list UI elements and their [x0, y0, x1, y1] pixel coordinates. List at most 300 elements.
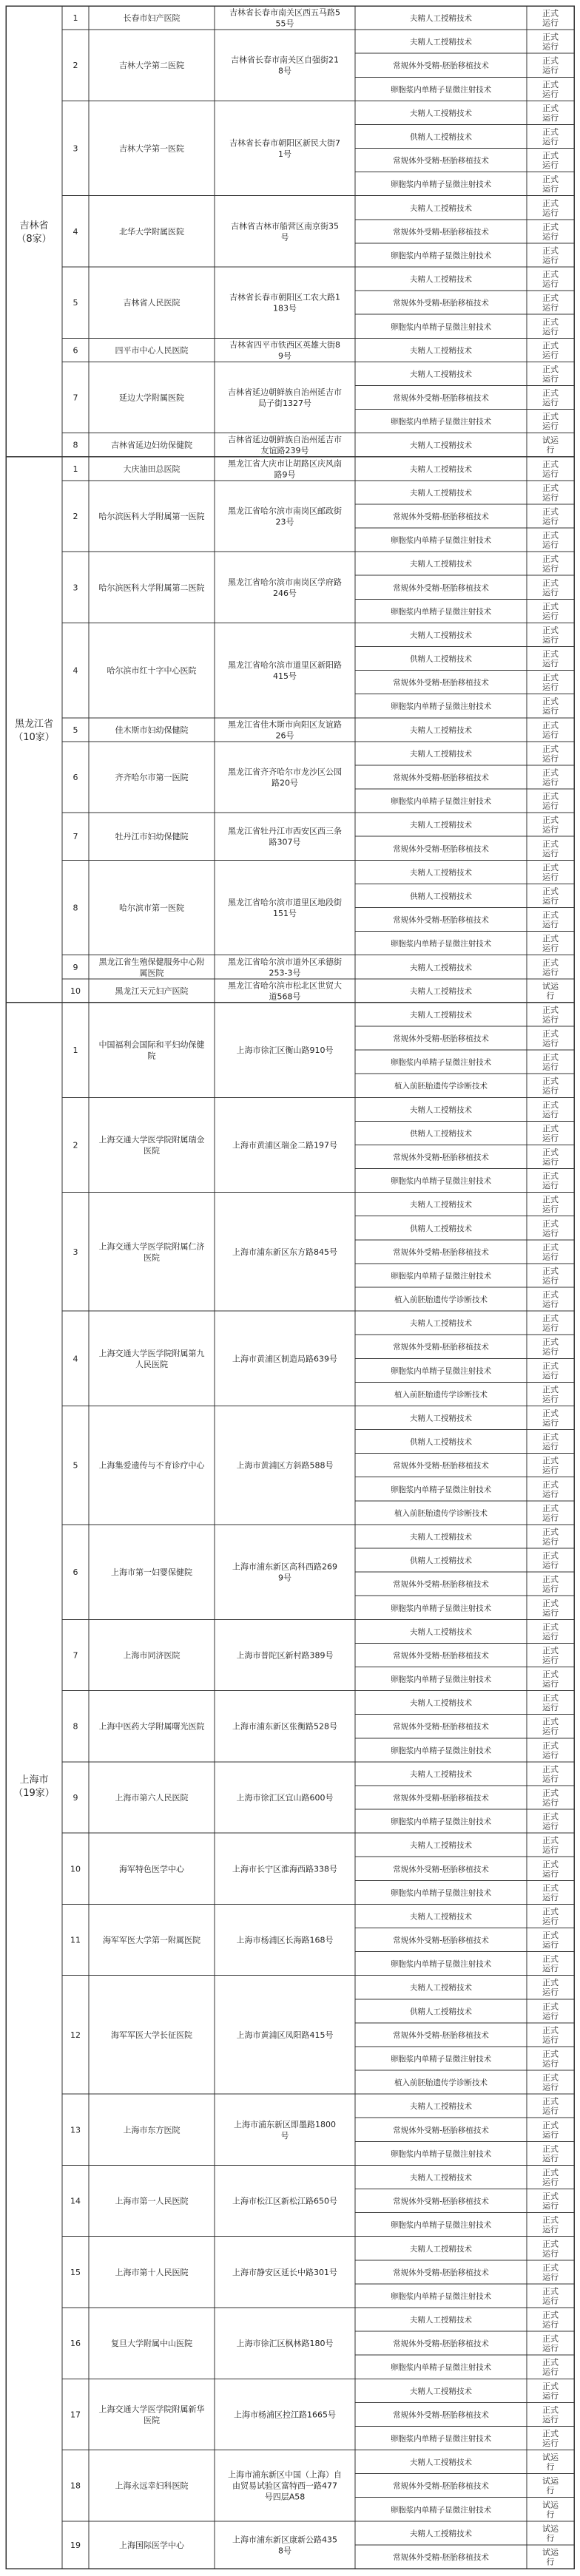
technology-cell: 夫精人工授精技术	[410, 963, 472, 972]
hospital-name: 吉林大学第二医院	[119, 61, 184, 71]
status-cell: 试运行	[542, 2547, 559, 2567]
status-cell: 正式运行	[542, 2167, 559, 2187]
status-cell: 正式运行	[542, 673, 559, 693]
technology-cell: 卵胞浆内单精子显微注射技术	[390, 251, 492, 260]
status-cell: 正式运行	[542, 1171, 559, 1191]
status-cell: 正式运行	[542, 1337, 559, 1357]
province-count: （19家）	[13, 1787, 55, 1799]
technology-cell: 常规体外受精-胚胎移植技术	[393, 844, 489, 854]
status-cell: 正式运行	[542, 1099, 559, 1119]
technology-cell: 夫精人工授精技术	[410, 488, 472, 498]
hospital-address: 上海市杨浦区长海路168号	[236, 1935, 334, 1945]
status-cell: 试运行	[542, 2500, 559, 2520]
hospital-number: 8	[72, 440, 78, 450]
status-cell: 正式运行	[542, 2096, 559, 2116]
status-cell: 正式运行	[542, 1195, 559, 1215]
hospital-number: 4	[72, 665, 78, 676]
hospital-name: 上海中医药大学附属曙光医院	[98, 1721, 205, 1732]
technology-cell: 夫精人工授精技术	[410, 2244, 472, 2254]
technology-cell: 卵胞浆内单精子显微注射技术	[390, 85, 492, 95]
status-cell: 正式运行	[542, 1859, 559, 1879]
technology-cell: 常规体外受精-胚胎移植技术	[393, 1865, 489, 1874]
hospital-number: 11	[70, 1935, 81, 1945]
status-cell: 正式运行	[542, 2192, 559, 2211]
hospital-address: 黑龙江省齐齐哈尔市龙沙区公园路20号	[228, 767, 342, 788]
hospital-name: 长春市妇产医院	[123, 13, 181, 24]
hospital-name: 黑龙江省生殖保健服务中心附属医院	[98, 957, 205, 978]
status-cell: 正式运行	[542, 1360, 559, 1380]
technology-cell: 植入前胚胎遗传学诊断技术	[394, 1082, 488, 1091]
technology-cell: 常规体外受精-胚胎移植技术	[393, 1651, 489, 1661]
hospital-name: 上海交通大学医学院附属仁济医院	[98, 1241, 205, 1263]
hospital-number: 10	[70, 986, 81, 996]
hospital-name: 哈尔滨市红十字中心医院	[107, 665, 197, 676]
technology-cell: 卵胞浆内单精子显微注射技术	[390, 1675, 492, 1684]
status-cell: 正式运行	[542, 293, 559, 313]
hospital-address: 上海市浦东新区张衡路528号	[232, 1721, 337, 1732]
status-cell: 正式运行	[542, 554, 559, 574]
status-cell: 正式运行	[542, 577, 559, 597]
hospital-address: 黑龙江省哈尔滨市松北区世贸大道568号	[228, 980, 342, 1002]
technology-cell: 常规体外受精-胚胎移植技术	[393, 1936, 489, 1945]
status-cell: 正式运行	[542, 1574, 559, 1594]
technology-cell: 植入前胚胎遗传学诊断技术	[394, 1295, 488, 1305]
status-cell: 正式运行	[542, 1052, 559, 1072]
technology-cell: 夫精人工授精技术	[410, 631, 472, 640]
province-count: （8家）	[16, 233, 52, 245]
status-cell: 正式运行	[542, 1456, 559, 1476]
hospital-number: 8	[72, 1721, 78, 1732]
status-cell: 正式运行	[542, 2239, 559, 2259]
technology-cell: 卵胞浆内单精子显微注射技术	[390, 2363, 492, 2373]
hospital-address: 上海市杨浦区控江路1665号	[234, 2410, 336, 2420]
hospital-address: 上海市浦东新区高科西路269 9号	[232, 1562, 337, 1583]
hospital-name: 吉林大学第一医院	[119, 143, 184, 154]
status-cell: 正式运行	[542, 815, 559, 835]
technology-cell: 夫精人工授精技术	[410, 1841, 472, 1851]
technology-cell: 供精人工授精技术	[410, 1437, 472, 1447]
technology-cell: 卵胞浆内单精子显微注射技术	[390, 1366, 492, 1376]
hospital-address: 上海市浦东新区康新公路435 8号	[232, 2535, 337, 2556]
hospital-name: 上海集爱遗传与不育诊疗中心	[98, 1460, 205, 1471]
technology-cell: 卵胞浆内单精子显微注射技术	[390, 1746, 492, 1755]
technology-cell: 夫精人工授精技术	[410, 441, 472, 450]
status-cell: 正式运行	[542, 1123, 559, 1143]
status-cell: 正式运行	[542, 838, 559, 858]
hospital-name: 佳木斯市妇幼保健院	[115, 725, 189, 735]
technology-cell: 卵胞浆内单精子显微注射技术	[390, 2149, 492, 2159]
status-cell: 正式运行	[542, 1931, 559, 1950]
technology-cell: 供精人工授精技术	[410, 892, 472, 901]
status-cell: 正式运行	[542, 649, 559, 669]
technology-cell: 卵胞浆内单精子显微注射技术	[390, 607, 492, 617]
status-cell: 正式运行	[542, 222, 559, 242]
status-cell: 正式运行	[542, 862, 559, 882]
technology-cell: 常规体外受精-胚胎移植技术	[393, 2126, 489, 2135]
hospital-name: 大庆油田总医院	[123, 464, 181, 474]
status-cell: 正式运行	[542, 1882, 559, 1902]
status-cell: 正式运行	[542, 957, 559, 977]
status-cell: 试运行	[542, 2524, 559, 2543]
hospital-name: 上海永远幸妇科医院	[115, 2481, 189, 2491]
hospital-name: 牡丹江市妇幼保健院	[115, 832, 189, 842]
hospital-name: 复旦大学附属中山医院	[111, 2339, 192, 2349]
technology-cell: 常规体外受精-胚胎移植技术	[393, 1034, 489, 1044]
technology-cell: 常规体外受精-胚胎移植技术	[393, 1153, 489, 1162]
technology-cell: 常规体外受精-胚胎移植技术	[393, 1247, 489, 1257]
status-cell: 正式运行	[542, 1266, 559, 1286]
technology-cell: 卵胞浆内单精子显微注射技术	[390, 1176, 492, 1186]
technology-cell: 常规体外受精-胚胎移植技术	[393, 2268, 489, 2277]
technology-cell: 常规体外受精-胚胎移植技术	[393, 2197, 489, 2206]
technology-cell: 卵胞浆内单精子显微注射技术	[390, 2505, 492, 2515]
hospital-number: 16	[70, 2339, 81, 2349]
status-cell: 正式运行	[542, 1503, 559, 1523]
status-cell: 正式运行	[542, 8, 559, 28]
hospital-name: 中国福利会国际和平妇幼保健院	[98, 1040, 205, 1061]
hospital-number: 19	[70, 2540, 81, 2550]
status-cell: 正式运行	[542, 1978, 559, 1998]
hospital-address: 黑龙江省哈尔滨市道里区新阳路 415号	[228, 660, 342, 682]
hospital-number: 4	[72, 1354, 78, 1364]
status-cell: 正式运行	[542, 2002, 559, 2021]
technology-cell: 夫精人工授精技术	[410, 1319, 472, 1329]
status-cell: 正式运行	[542, 79, 559, 99]
status-cell: 正式运行	[542, 2143, 559, 2163]
technology-cell: 卵胞浆内单精子显微注射技术	[390, 1959, 492, 1969]
technology-cell: 卵胞浆内单精子显微注射技术	[390, 536, 492, 546]
technology-cell: 卵胞浆内单精子显微注射技术	[390, 322, 492, 332]
hospital-address: 吉林省延边朝鲜族自治州延吉市局子街1327号	[228, 387, 342, 409]
hospital-number: 6	[72, 345, 78, 356]
status-cell: 正式运行	[542, 2310, 559, 2330]
status-cell: 试运行	[542, 435, 559, 455]
hospital-address: 上海市黄浦区制造局路639号	[232, 1354, 337, 1364]
hospital-number: 1	[72, 1045, 78, 1056]
hospital-number: 14	[70, 2196, 81, 2206]
hospital-address: 黑龙江省佳木斯市向阳区友谊路 26号	[228, 719, 342, 741]
hospital-number: 2	[72, 511, 78, 521]
status-cell: 正式运行	[542, 1764, 559, 1784]
status-cell: 正式运行	[542, 103, 559, 123]
hospital-name: 延边大学附属医院	[119, 393, 184, 403]
hospital-number: 8	[72, 903, 78, 913]
hospital-number: 9	[72, 1792, 78, 1803]
status-cell: 正式运行	[542, 198, 559, 218]
technology-cell: 植入前胚胎遗传学诊断技术	[394, 2078, 488, 2088]
technology-cell: 夫精人工授精技术	[410, 986, 472, 996]
status-cell: 正式运行	[542, 934, 559, 954]
status-cell: 正式运行	[542, 2072, 559, 2092]
hospital-number: 1	[72, 13, 78, 24]
status-cell: 正式运行	[542, 2263, 559, 2282]
status-cell: 正式运行	[542, 720, 559, 740]
technology-cell: 夫精人工授精技术	[410, 2173, 472, 2183]
technology-cell: 卵胞浆内单精子显微注射技术	[390, 797, 492, 807]
status-cell: 正式运行	[542, 1811, 559, 1831]
technology-cell: 供精人工授精技术	[410, 1224, 472, 1233]
hospital-number: 6	[72, 773, 78, 783]
hospital-name: 上海交通大学医学院附属瑞金医院	[98, 1134, 205, 1156]
status-cell: 正式运行	[542, 316, 559, 336]
technology-cell: 常规体外受精-胚胎移植技术	[393, 512, 489, 521]
hospital-address: 上海市黄浦区凤阳路415号	[236, 2030, 334, 2040]
technology-cell: 卵胞浆内单精子显微注射技术	[390, 1888, 492, 1898]
technology-cell: 夫精人工授精技术	[410, 1627, 472, 1637]
hospital-address: 黑龙江省哈尔滨市南岗区邮政街 23号	[228, 506, 342, 527]
status-cell: 正式运行	[542, 886, 559, 906]
technology-cell: 常规体外受精-胚胎移植技术	[393, 1343, 489, 1352]
technology-cell: 卵胞浆内单精子显微注射技术	[390, 417, 492, 427]
hospital-name: 吉林省人民医院	[123, 298, 181, 308]
technology-cell: 常规体外受精-胚胎移植技术	[393, 2030, 489, 2040]
status-cell: 正式运行	[542, 1550, 559, 1570]
hospital-address: 吉林省吉林市船营区南京街35 号	[231, 221, 339, 243]
technology-cell: 常规体外受精-胚胎移植技术	[393, 678, 489, 688]
technology-cell: 夫精人工授精技术	[410, 275, 472, 285]
status-cell: 正式运行	[542, 1621, 559, 1641]
hospital-address: 上海市浦东新区东方路845号	[232, 1247, 337, 1257]
hospital-number: 7	[72, 1650, 78, 1661]
hospital-address: 黑龙江省哈尔滨市道里区地段街 151号	[228, 898, 342, 919]
technology-cell: 常规体外受精-胚胎移植技术	[393, 299, 489, 308]
technology-cell: 常规体外受精-胚胎移植技术	[393, 583, 489, 593]
status-cell: 正式运行	[542, 1741, 559, 1760]
status-cell: 正式运行	[542, 2049, 559, 2069]
status-cell: 正式运行	[542, 506, 559, 526]
hospital-name: 上海市第六人民医院	[115, 1792, 189, 1803]
status-cell: 正式运行	[542, 1289, 559, 1309]
status-cell: 正式运行	[542, 1028, 559, 1048]
hospital-name: 四平市中心人民医院	[115, 345, 189, 356]
status-cell: 正式运行	[542, 2333, 559, 2353]
status-cell: 正式运行	[542, 2428, 559, 2448]
technology-cell: 夫精人工授精技术	[410, 38, 472, 47]
hospital-name: 上海交通大学医学院附属第九人民医院	[98, 1348, 205, 1369]
hospital-number: 13	[70, 2125, 81, 2135]
hospital-name: 海军军医大学长征医院	[111, 2030, 192, 2040]
hospital-name: 吉林省延边妇幼保健院	[111, 440, 192, 450]
hospital-name: 上海市第一人民医院	[115, 2196, 189, 2206]
status-cell: 试运行	[542, 2453, 559, 2472]
technology-cell: 常规体外受精-胚胎移植技术	[393, 227, 489, 237]
technology-cell: 夫精人工授精技术	[410, 464, 472, 474]
technology-cell: 常规体外受精-胚胎移植技术	[393, 2481, 489, 2491]
status-cell: 正式运行	[542, 1147, 559, 1167]
technology-cell: 常规体外受精-胚胎移植技术	[393, 156, 489, 166]
technology-cell: 供精人工授精技术	[410, 1129, 472, 1139]
technology-cell: 卵胞浆内单精子显微注射技术	[390, 1485, 492, 1494]
technology-cell: 夫精人工授精技术	[410, 346, 472, 356]
technology-cell: 卵胞浆内单精子显微注射技术	[390, 702, 492, 711]
hospital-address: 上海市黄浦区方斜路588号	[236, 1460, 334, 1471]
hospital-number: 9	[72, 962, 78, 972]
hospital-number: 3	[72, 583, 78, 593]
status-cell: 正式运行	[542, 1906, 559, 1926]
status-cell: 正式运行	[542, 1218, 559, 1238]
hospital-number: 12	[70, 2030, 81, 2040]
technology-cell: 卵胞浆内单精子显微注射技术	[390, 2291, 492, 2301]
technology-cell: 常规体外受精-胚胎移植技术	[393, 61, 489, 71]
status-cell: 正式运行	[542, 910, 559, 930]
status-cell: 正式运行	[542, 530, 559, 550]
hospital-number: 4	[72, 226, 78, 237]
technology-cell: 常规体外受精-胚胎移植技术	[393, 2410, 489, 2420]
technology-cell: 夫精人工授精技术	[410, 749, 472, 759]
status-cell: 正式运行	[542, 1242, 559, 1262]
technology-cell: 常规体外受精-胚胎移植技术	[393, 1461, 489, 1471]
technology-cell: 夫精人工授精技术	[410, 1414, 472, 1423]
status-cell: 正式运行	[542, 32, 559, 52]
technology-cell: 夫精人工授精技术	[410, 821, 472, 830]
hospital-address: 黑龙江省牡丹江市西安区西三条路307号	[228, 826, 342, 847]
status-cell: 正式运行	[542, 1005, 559, 1025]
status-cell: 正式运行	[542, 127, 559, 147]
technology-cell: 夫精人工授精技术	[410, 1200, 472, 1210]
technology-cell: 夫精人工授精技术	[410, 725, 472, 735]
hospital-address: 吉林省长春市朝阳区新民大街7 1号	[229, 138, 340, 160]
hospital-address: 上海市浦东新区中国（上海）自由贸易试验区富特西一路477 号四层A58	[228, 2470, 342, 2502]
technology-cell: 夫精人工授精技术	[410, 560, 472, 569]
technology-cell: 夫精人工授精技术	[410, 1912, 472, 1922]
hospital-name: 上海市第一妇婴保健院	[111, 1567, 192, 1578]
hospital-address: 黑龙江省哈尔滨市道外区承德街 253-3号	[228, 957, 342, 978]
hospital-address: 吉林省长春市朝阳区工农大路1 183号	[229, 292, 340, 313]
technology-cell: 常规体外受精-胚胎移植技术	[393, 915, 489, 925]
status-cell: 正式运行	[542, 340, 559, 360]
hospital-name: 海军军医大学第一附属医院	[103, 1935, 200, 1945]
hospital-address: 吉林省长春市南关区西五马路5 55号	[229, 7, 340, 29]
status-cell: 正式运行	[542, 1076, 559, 1096]
status-cell: 正式运行	[542, 1788, 559, 1808]
hospital-number: 3	[72, 143, 78, 154]
status-cell: 正式运行	[542, 696, 559, 716]
status-cell: 正式运行	[542, 459, 559, 479]
hospital-number: 3	[72, 1247, 78, 1257]
province-name: 黑龙江省	[14, 718, 54, 730]
status-cell: 正式运行	[542, 2357, 559, 2377]
technology-cell: 夫精人工授精技术	[410, 14, 472, 24]
status-cell: 正式运行	[542, 1645, 559, 1665]
technology-cell: 卵胞浆内单精子显微注射技术	[390, 2434, 492, 2444]
status-cell: 正式运行	[542, 1598, 559, 1618]
status-cell: 正式运行	[542, 625, 559, 645]
technology-cell: 植入前胚胎遗传学诊断技术	[394, 1508, 488, 1518]
hospital-number: 7	[72, 832, 78, 842]
hospital-name: 哈尔滨市第一医院	[119, 903, 184, 913]
hospital-address: 上海市浦东新区即墨路1800 号	[234, 2119, 336, 2141]
technology-cell: 夫精人工授精技术	[410, 2102, 472, 2112]
hospital-number: 15	[70, 2267, 81, 2277]
technology-cell: 供精人工授精技术	[410, 132, 472, 142]
technology-cell: 卵胞浆内单精子显微注射技术	[390, 939, 492, 949]
hospital-name: 哈尔滨医科大学附属第二医院	[98, 583, 205, 593]
technology-cell: 夫精人工授精技术	[410, 1769, 472, 1779]
technology-cell: 夫精人工授精技术	[410, 1532, 472, 1542]
status-cell: 正式运行	[542, 1835, 559, 1855]
status-cell: 正式运行	[542, 601, 559, 621]
technology-cell: 常规体外受精-胚胎移植技术	[393, 1580, 489, 1590]
status-cell: 正式运行	[542, 388, 559, 408]
status-cell: 正式运行	[542, 1954, 559, 1974]
status-cell: 正式运行	[542, 174, 559, 194]
status-cell: 正式运行	[542, 1313, 559, 1333]
hospital-number: 5	[72, 1460, 78, 1471]
hospital-number: 2	[72, 1140, 78, 1150]
technology-cell: 卵胞浆内单精子显微注射技术	[390, 1058, 492, 1068]
status-cell: 正式运行	[542, 1432, 559, 1452]
status-cell: 正式运行	[542, 1717, 559, 1737]
status-cell: 正式运行	[542, 2404, 559, 2424]
hospital-name: 上海国际医学中心	[119, 2540, 184, 2550]
status-cell: 正式运行	[542, 1693, 559, 1713]
hospital-number: 17	[70, 2410, 81, 2420]
status-cell: 正式运行	[542, 791, 559, 811]
technology-cell: 常规体外受精-胚胎移植技术	[393, 773, 489, 783]
technology-cell: 夫精人工授精技术	[410, 2529, 472, 2538]
status-cell: 正式运行	[542, 364, 559, 384]
status-cell: 正式运行	[542, 483, 559, 503]
hospital-address: 黑龙江省哈尔滨市南岗区学府路 246号	[228, 577, 342, 598]
hospital-address: 上海市徐汇区宜山路600号	[236, 1792, 334, 1803]
hospital-address: 上海市松江区新松江路650号	[232, 2196, 337, 2206]
hospital-name: 上海市第十人民医院	[115, 2267, 189, 2277]
status-cell: 正式运行	[542, 412, 559, 432]
hospital-address: 吉林省四平市铁西区英雄大街8 9号	[229, 339, 340, 361]
technology-cell: 常规体外受精-胚胎移植技术	[393, 2552, 489, 2562]
status-cell: 正式运行	[542, 1479, 559, 1499]
hospital-address: 上海市静安区延长中路301号	[232, 2267, 337, 2277]
hospital-number: 1	[72, 464, 78, 474]
technology-cell: 夫精人工授精技术	[410, 109, 472, 118]
technology-cell: 夫精人工授精技术	[410, 1010, 472, 1020]
status-cell: 正式运行	[542, 1409, 559, 1428]
hospital-number: 18	[70, 2481, 81, 2491]
technology-cell: 卵胞浆内单精子显微注射技术	[390, 2055, 492, 2064]
technology-cell: 夫精人工授精技术	[410, 868, 472, 878]
technology-cell: 卵胞浆内单精子显微注射技术	[390, 180, 492, 189]
status-cell: 正式运行	[542, 2381, 559, 2401]
hospital-name: 北华大学附属医院	[119, 226, 184, 237]
hospital-address: 上海市长宁区淮海西路338号	[232, 1864, 337, 1874]
technology-cell: 常规体外受精-胚胎移植技术	[393, 393, 489, 403]
province-name: 吉林省	[19, 220, 49, 231]
hospital-number: 5	[72, 725, 78, 735]
technology-cell: 卵胞浆内单精子显微注射技术	[390, 1271, 492, 1281]
hospital-number: 2	[72, 61, 78, 71]
status-cell: 正式运行	[542, 245, 559, 265]
hospital-address: 上海市黄浦区瑞金二路197号	[232, 1140, 337, 1150]
hospital-name: 海军特色医学中心	[119, 1864, 184, 1874]
technology-cell: 夫精人工授精技术	[410, 2316, 472, 2325]
province-count: （10家）	[13, 731, 55, 743]
hospital-name: 齐齐哈尔市第一医院	[115, 773, 189, 783]
hospital-name: 哈尔滨医科大学附属第一医院	[98, 511, 205, 521]
status-cell: 正式运行	[542, 767, 559, 787]
status-cell: 正式运行	[542, 1527, 559, 1547]
technology-cell: 供精人工授精技术	[410, 1556, 472, 1566]
technology-cell: 植入前胚胎遗传学诊断技术	[394, 1390, 488, 1400]
hospital-name: 上海市东方医院	[123, 2125, 181, 2135]
technology-cell: 常规体外受精-胚胎移植技术	[393, 2339, 489, 2349]
status-cell: 正式运行	[542, 55, 559, 75]
technology-cell: 常规体外受精-胚胎移植技术	[393, 1722, 489, 1732]
technology-cell: 卵胞浆内单精子显微注射技术	[390, 1817, 492, 1827]
technology-cell: 夫精人工授精技术	[410, 2387, 472, 2396]
hospital-number: 5	[72, 298, 78, 308]
technology-cell: 卵胞浆内单精子显微注射技术	[390, 1604, 492, 1613]
status-cell: 正式运行	[542, 744, 559, 764]
